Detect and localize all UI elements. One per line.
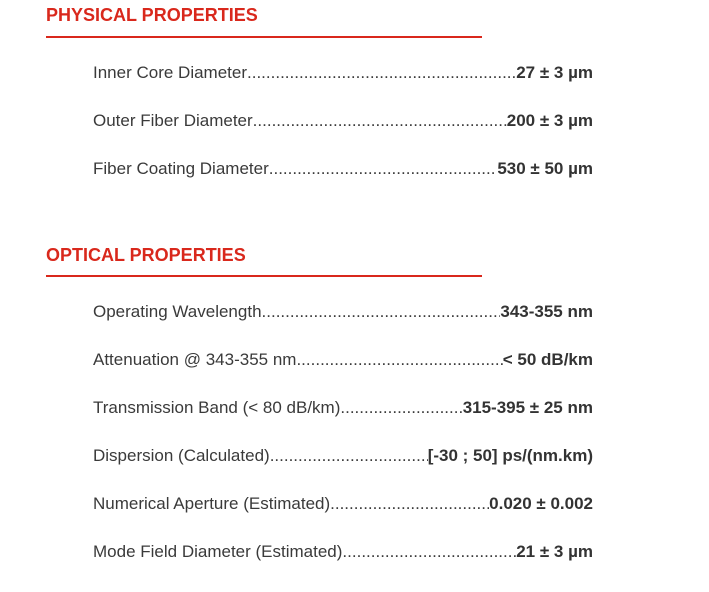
property-label: Outer Fiber Diameter: [93, 111, 253, 130]
optical-properties-heading: OPTICAL PROPERTIES: [46, 245, 246, 265]
property-value: 21 ± 3 µm: [516, 542, 593, 561]
property-value: [-30 ; 50] ps/(nm.km): [427, 446, 593, 465]
property-label: Mode Field Diameter (Estimated): [93, 542, 343, 561]
property-row-outer-fiber-diameter: [93, 111, 593, 135]
property-row-dispersion: [93, 446, 593, 470]
property-label: Operating Wavelength: [93, 302, 262, 321]
leader-dots: [247, 63, 516, 83]
leader-dots: [269, 159, 498, 179]
property-value: 315-395 ± 25 nm: [462, 398, 593, 417]
property-label: Inner Core Diameter: [93, 63, 248, 82]
property-value: 343-355 nm: [500, 302, 593, 321]
property-value: 530 ± 50 µm: [497, 159, 593, 178]
property-value: 27 ± 3 µm: [516, 63, 593, 82]
property-label: Numerical Aperture (Estimated): [93, 494, 331, 513]
property-value: < 50 dB/km: [502, 350, 593, 369]
property-label: Dispersion (Calculated): [93, 446, 270, 465]
optical-properties-divider: [46, 275, 482, 277]
property-value: 0.020 ± 0.002: [489, 494, 593, 513]
leader-dots: [340, 398, 462, 418]
property-row-numerical-aperture: [93, 494, 593, 518]
leader-dots: [253, 111, 507, 131]
property-label: Attenuation @ 343-355 nm: [93, 350, 297, 369]
property-row-operating-wavelength: [93, 302, 593, 326]
property-row-inner-core-diameter: [93, 63, 593, 87]
property-row-transmission-band: [93, 398, 593, 422]
property-row-fiber-coating-diameter: [93, 159, 593, 183]
leader-dots: [342, 542, 516, 562]
leader-dots: [330, 494, 489, 514]
physical-properties-heading: PHYSICAL PROPERTIES: [46, 5, 258, 25]
property-value: 200 ± 3 µm: [506, 111, 593, 130]
physical-properties-divider: [46, 36, 482, 38]
leader-dots: [270, 446, 428, 466]
property-label: Fiber Coating Diameter: [93, 159, 269, 178]
property-label: Transmission Band (< 80 dB/km): [93, 398, 341, 417]
leader-dots: [262, 302, 501, 322]
property-row-attenuation: [93, 350, 593, 374]
property-row-mode-field-diameter: [93, 542, 593, 566]
leader-dots: [296, 350, 502, 370]
